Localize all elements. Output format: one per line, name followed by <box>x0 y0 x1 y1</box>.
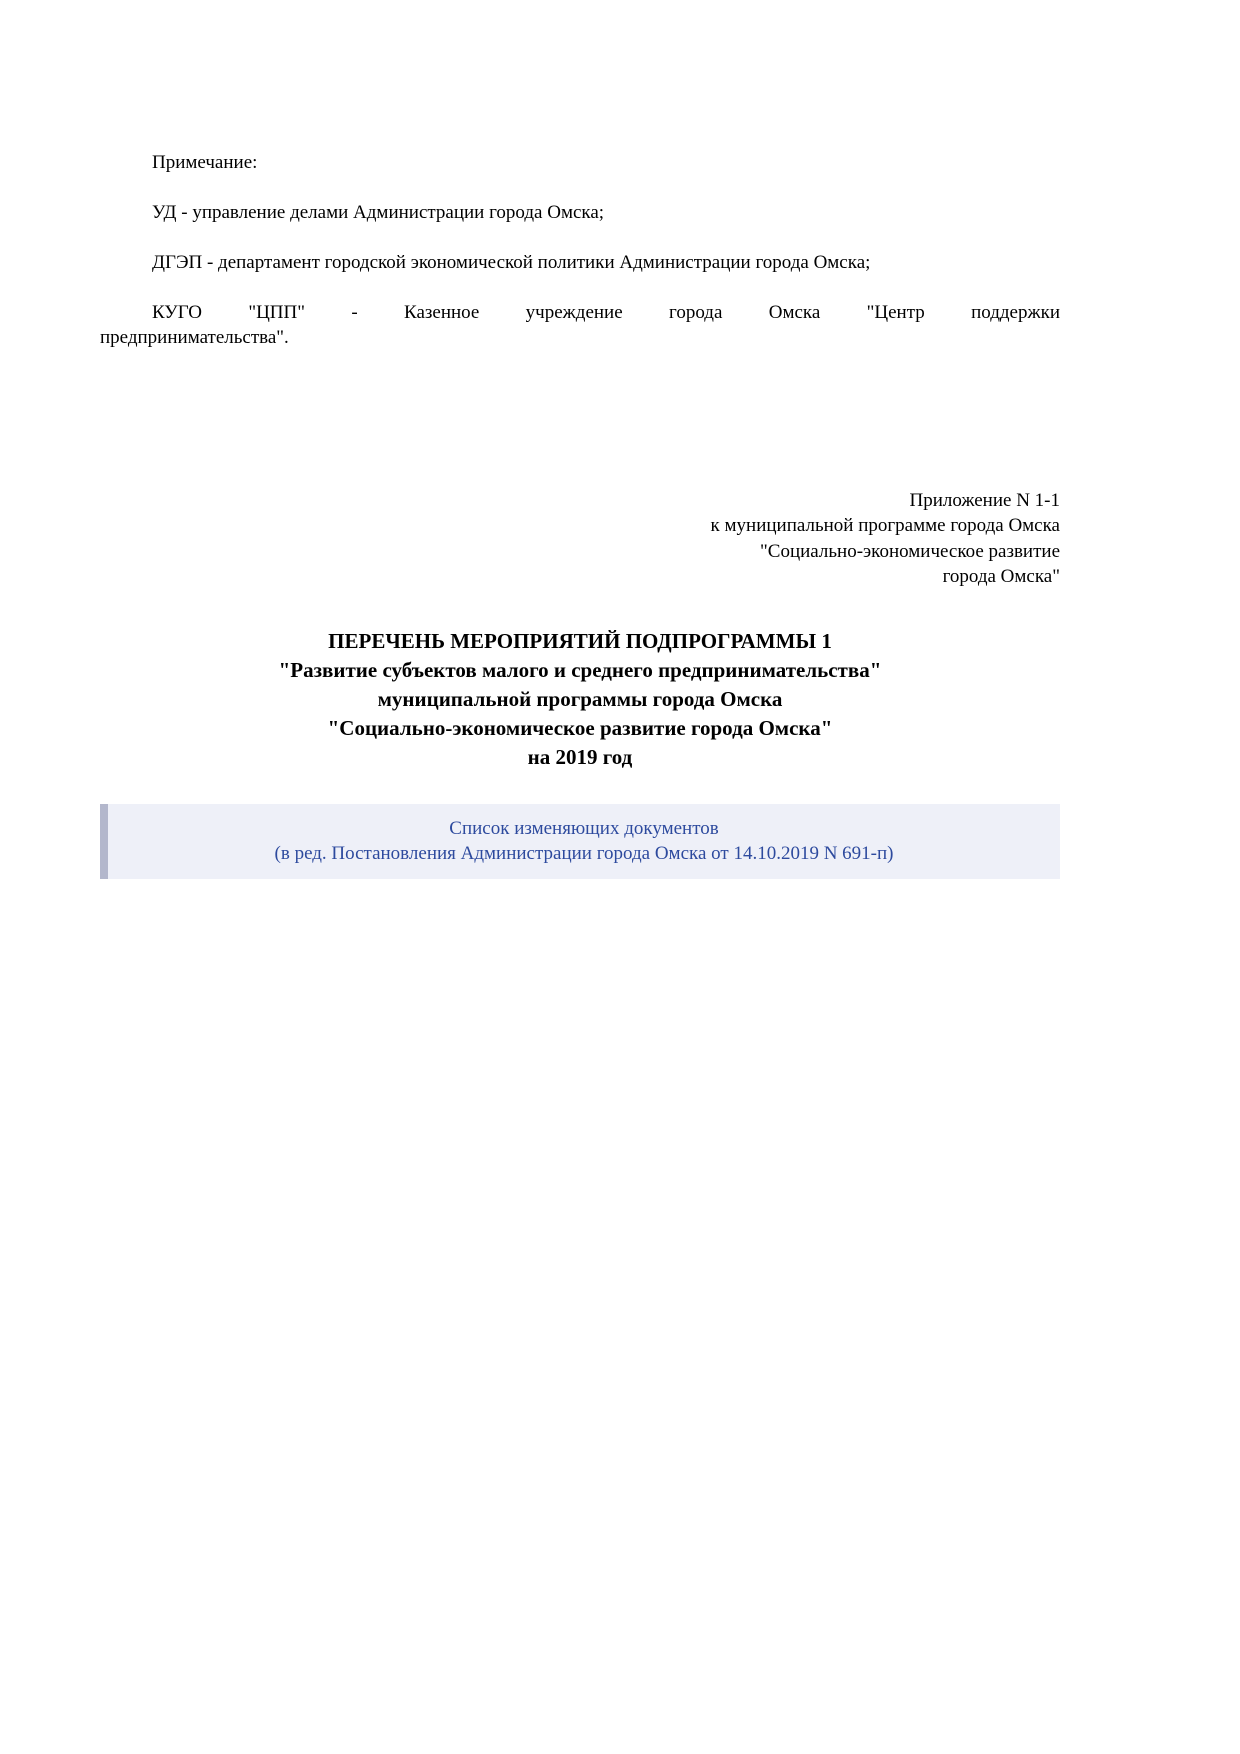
amendments-box <box>100 804 1060 879</box>
title-line-5: на 2019 год <box>527 744 633 769</box>
note-item-ud: УД - управление делами Администрации города Омска; <box>152 202 605 224</box>
annex-line-4: города Омска" <box>942 565 1060 587</box>
note-item-kugo-line2: предпринимательства". <box>100 327 289 349</box>
annex-line-2: к муниципальной программе города Омска <box>710 515 1060 537</box>
note-item-dgep: ДГЭП - департамент городской экономической политики Администрации города Омска; <box>152 252 871 274</box>
amendments-line-2: (в ред. Постановления Администрации города Омска от 14.10.2019 N 691-п) <box>274 843 894 865</box>
title-line-4: "Социально-экономическое развитие города Омска" <box>327 715 833 740</box>
document-title <box>100 627 1060 772</box>
title-line-2: "Развитие субъектов малого и среднего предпринимательства" <box>278 657 882 682</box>
document-content <box>100 150 1060 879</box>
title-line-3: муниципальной программы города Омска <box>377 686 783 711</box>
amendments-line-1: Список изменяющих документов <box>449 817 719 839</box>
annex-line-1: Приложение N 1-1 <box>909 490 1060 512</box>
note-label: Примечание: <box>152 152 258 173</box>
note-item-kugo-line1: КУГО "ЦПП" - Казенное учреждение города Омска "Центр поддержки <box>152 302 1060 324</box>
annex-block <box>100 488 1060 588</box>
title-line-1: ПЕРЕЧЕНЬ МЕРОПРИЯТИЙ ПОДПРОГРАММЫ 1 <box>328 628 832 653</box>
annex-line-3: "Социально-экономическое развитие <box>760 540 1060 562</box>
note-item-kugo <box>100 300 1060 350</box>
